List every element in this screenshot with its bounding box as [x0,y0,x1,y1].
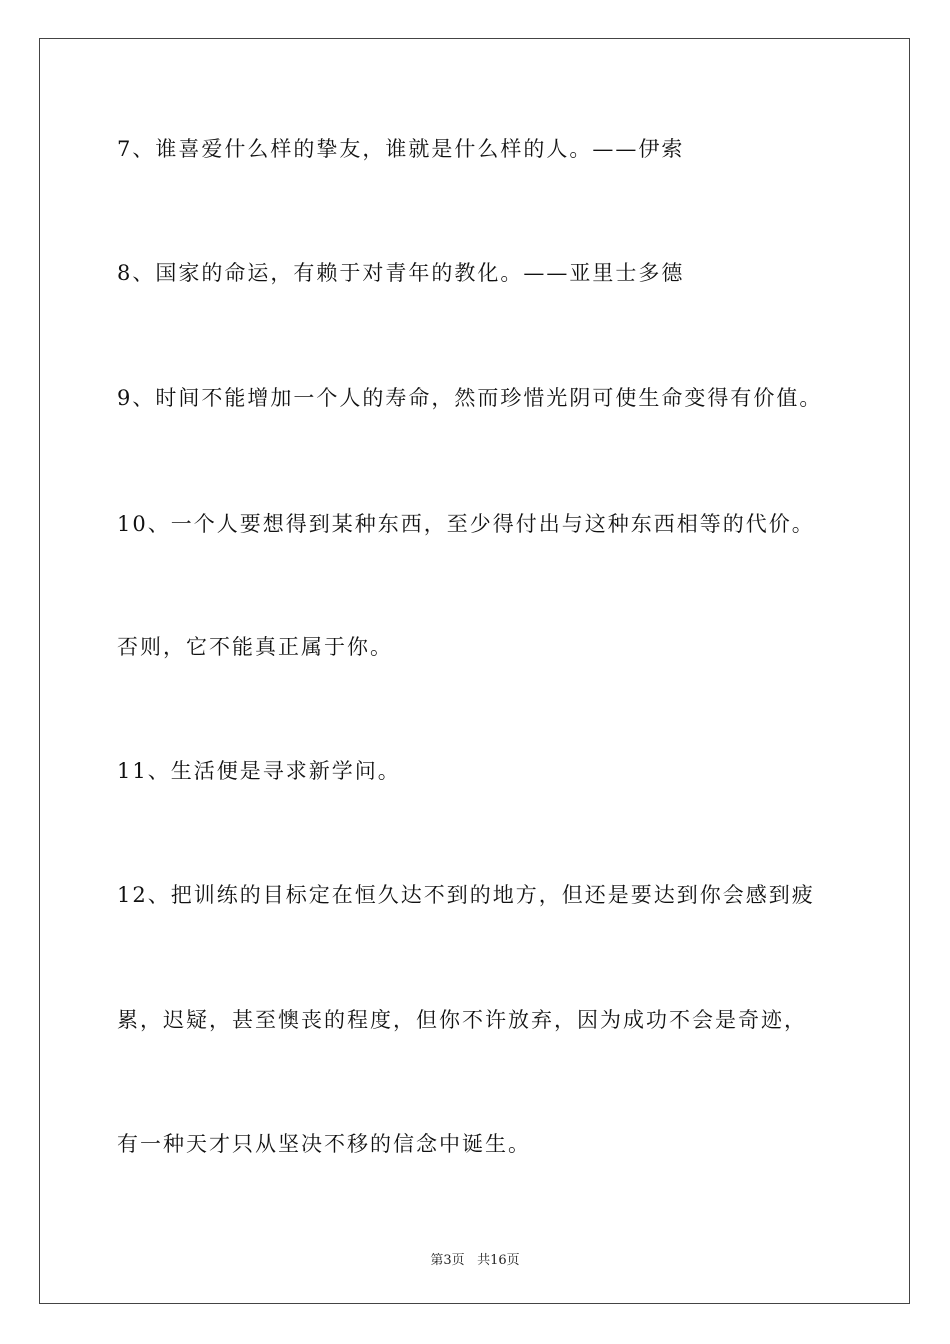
quote-line-10: 10、一个人要想得到某种东西，至少得付出与这种东西相等的代价。 [117,512,815,536]
quote-line-9: 9、时间不能增加一个人的寿命，然而珍惜光阴可使生命变得有价值。 [117,386,823,410]
quote-line-11: 11、生活便是寻求新学问。 [117,759,401,783]
quote-line-12: 12、把训练的目标定在恒久达不到的地方，但还是要达到你会感到疲 [117,883,815,907]
quote-line-12-cont-1: 累，迟疑，甚至懊丧的程度，但你不许放弃，因为成功不会是奇迹， [117,1008,807,1032]
page-number: 第3页 [430,1253,465,1268]
quote-line-12-cont-2: 有一种天才只从坚决不移的信念中诞生。 [117,1132,531,1156]
quote-line-7: 7、谁喜爱什么样的挚友，谁就是什么样的人。——伊索 [117,137,685,161]
page-frame [39,38,910,1304]
page-total: 共16页 [477,1253,520,1268]
page-footer [0,1249,950,1268]
quote-line-8: 8、国家的命运，有赖于对青年的教化。——亚里士多德 [117,261,685,285]
quote-line-10-cont: 否则，它不能真正属于你。 [117,635,393,659]
